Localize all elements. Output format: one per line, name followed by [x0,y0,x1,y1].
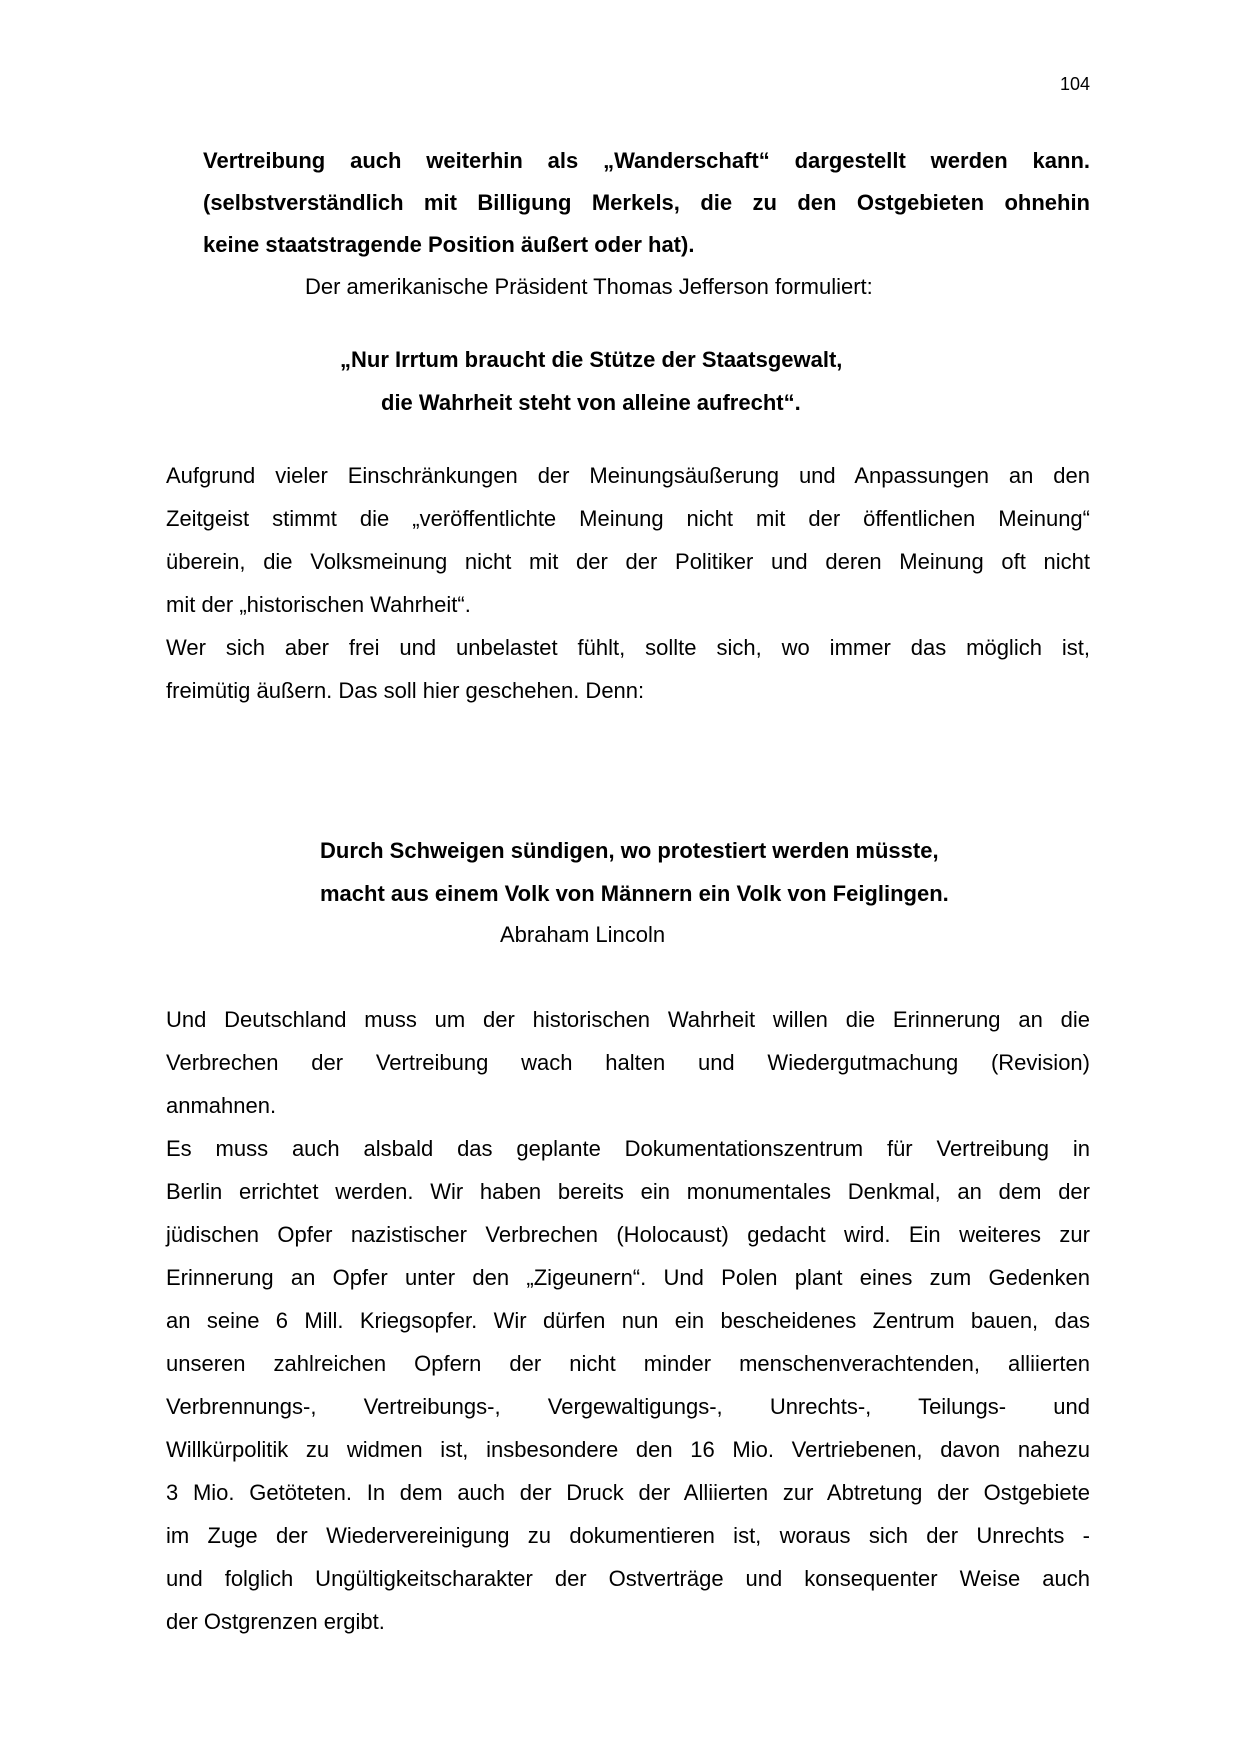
quote-line: die Wahrheit steht von alleine aufrecht“. [381,390,801,415]
paragraph-line: anmahnen. [166,1093,277,1118]
paragraph-line: Willkürpolitik zu widmen ist, insbesondere den 16 Mio. Vertriebenen, davon nahezu [166,1437,1090,1462]
quote-line: Durch Schweigen sündigen, wo protestiert werden müsste, [320,838,939,863]
quote-line: „Nur Irrtum braucht die Stütze der Staatsgewalt, [340,347,843,372]
paragraph-line: jüdischen Opfer nazistischer Verbrechen (Holocaust) gedacht wird. Ein weiteres zur [166,1222,1090,1247]
paragraph-line: überein, die Volksmeinung nicht mit der der Politiker und deren Meinung oft nicht [166,549,1090,574]
jefferson-lead: Der amerikanische Präsident Thomas Jefferson formuliert: [305,274,873,299]
paragraph-line: im Zuge der Wiedervereinigung zu dokumentieren ist, woraus sich der Unrechts - [166,1523,1090,1548]
quote-line: macht aus einem Volk von Männern ein Volk von Feiglingen. [320,881,949,906]
paragraph-line: Erinnerung an Opfer unter den „Zigeunern“. Und Polen plant eines zum Gedenken [166,1265,1090,1290]
paragraph-line: Aufgrund vieler Einschränkungen der Meinungsäußerung und Anpassungen an den [166,463,1090,488]
paragraph-line: an seine 6 Mill. Kriegsopfer. Wir dürfen nun ein bescheidenes Zentrum bauen, das [166,1308,1090,1333]
paragraph-line: Wer sich aber frei und unbelastet fühlt, sollte sich, wo immer das möglich ist, [166,635,1090,660]
paragraph-line: mit der „historischen Wahrheit“. [166,592,471,617]
paragraph-line: Es muss auch alsbald das geplante Dokumentationszentrum für Vertreibung in [166,1136,1090,1161]
paragraph-line: Berlin errichtet werden. Wir haben bereits ein monumentales Denkmal, an dem der [166,1179,1090,1204]
paragraph-line: freimütig äußern. Das soll hier geschehen. Denn: [166,678,645,703]
paragraph-line: Zeitgeist stimmt die „veröffentlichte Meinung nicht mit der öffentlichen Meinung“ [166,506,1090,531]
intro-line: Vertreibung auch weiterhin als „Wanderschaft“ dargestellt werden kann. [203,148,1090,173]
paragraph-line: Und Deutschland muss um der historischen Wahrheit willen die Erinnerung an die [166,1007,1090,1032]
paragraph-line: Verbrechen der Vertreibung wach halten und Wiedergutmachung (Revision) [166,1050,1090,1075]
paragraph-line: der Ostgrenzen ergibt. [166,1609,385,1634]
paragraph-line: und folglich Ungültigkeitscharakter der Ostverträge und konsequenter Weise auch [166,1566,1090,1591]
page-number: 104 [1060,74,1091,94]
paragraph-line: unseren zahlreichen Opfern der nicht minder menschenverachtenden, alliierten [166,1351,1090,1376]
quote-author: Abraham Lincoln [500,922,666,947]
paragraph-line: Verbrennungs-, Vertreibungs-, Vergewaltigungs-, Unrechts-, Teilungs- und [166,1394,1090,1419]
intro-line: keine staatstragende Position äußert oder hat). [203,232,695,257]
paragraph-line: 3 Mio. Getöteten. In dem auch der Druck der Alliierten zur Abtretung der Ostgebiete [166,1480,1090,1505]
intro-line: (selbstverständlich mit Billigung Merkels, die zu den Ostgebieten ohnehin [203,190,1090,215]
